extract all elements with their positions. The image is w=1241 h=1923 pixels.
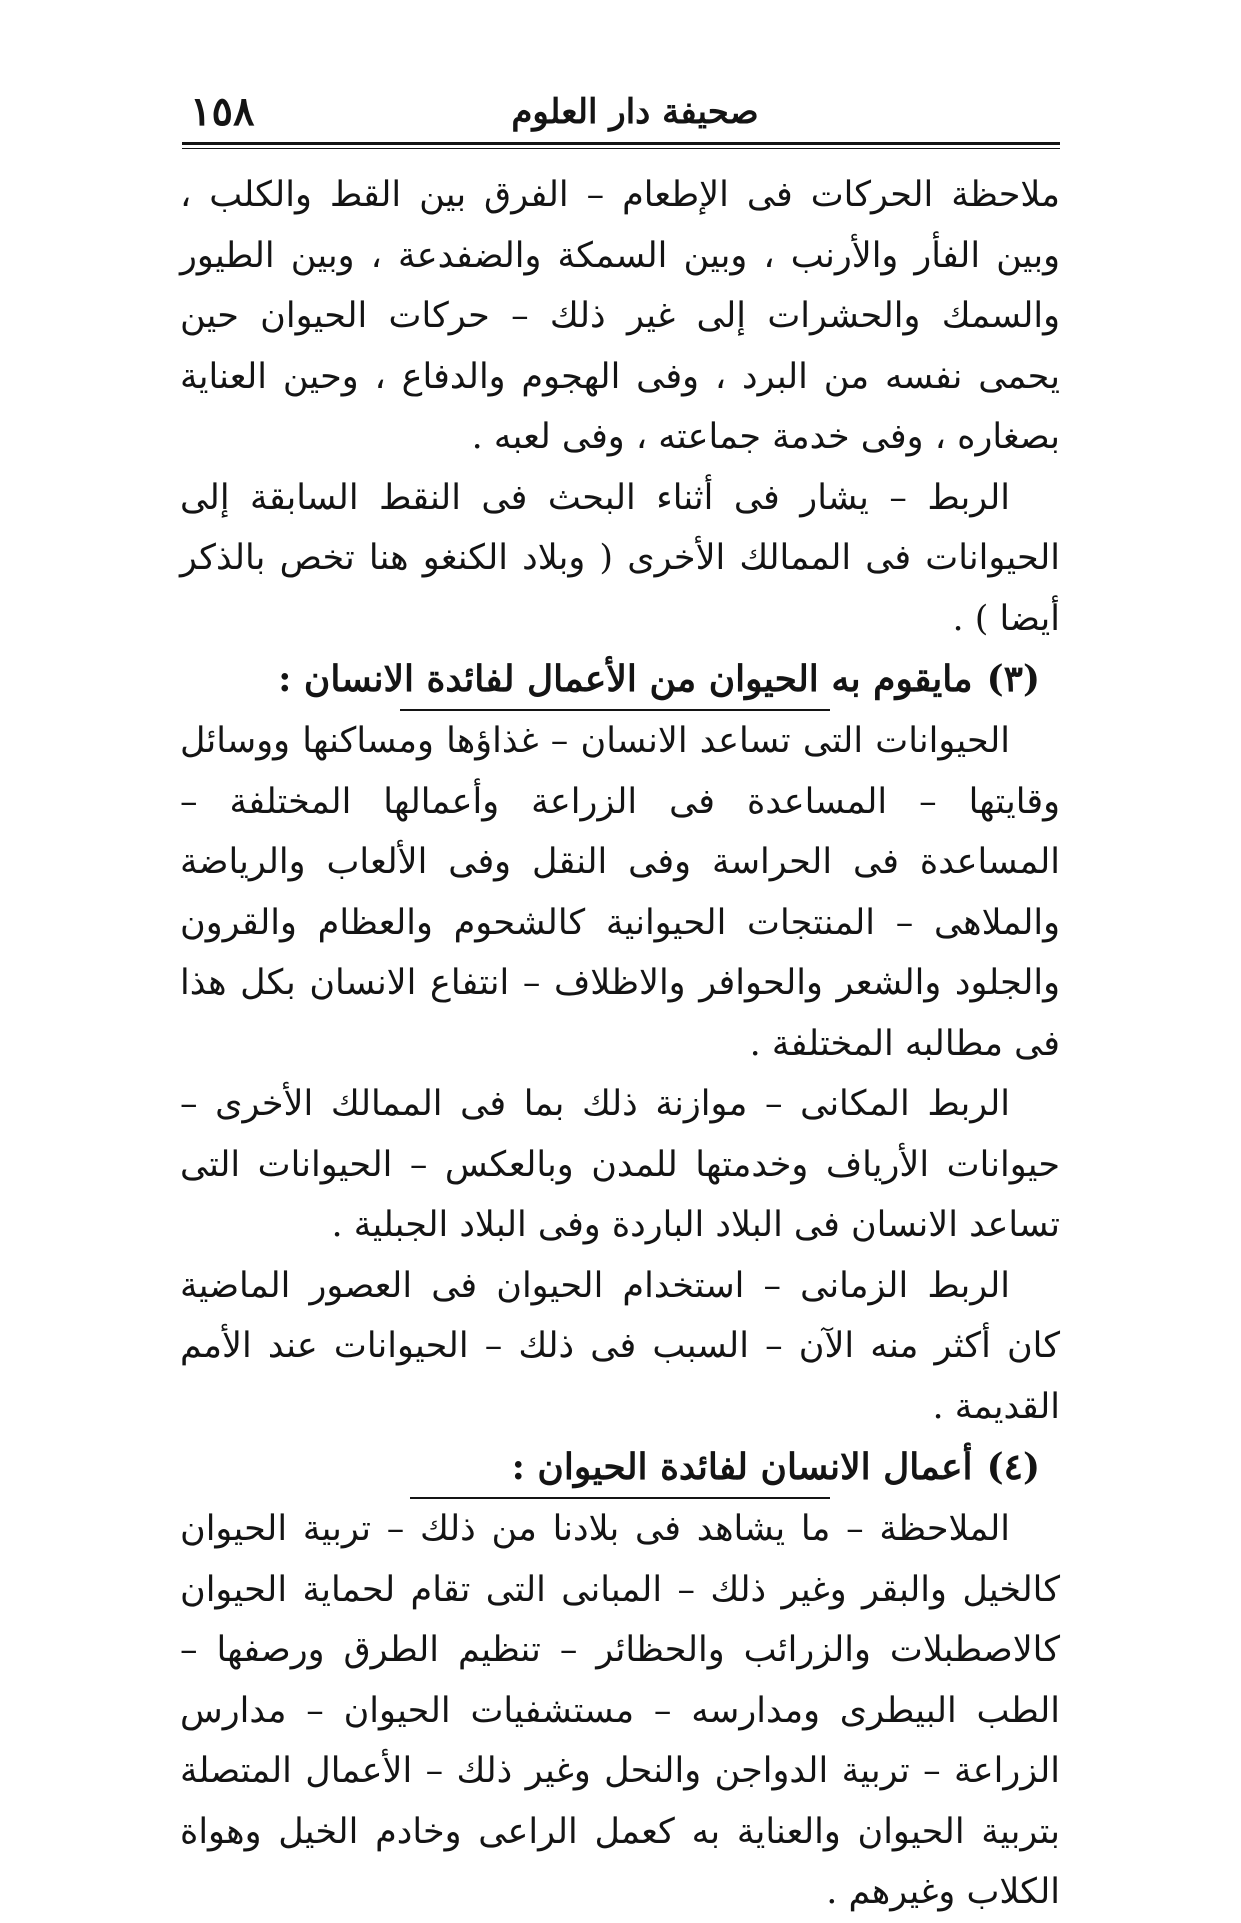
running-head xyxy=(180,80,1060,140)
section-4-title: أعمال الانسان لفائدة الحيوان : xyxy=(511,1446,973,1488)
paragraph-observation: ملاحظة الحركات فى الإطعام – الفرق بين القط والكلب ، وبين الفأر والأرنب ، وبين السمكة والضفدعة ، وبين الطيور والسمك والحشرات إلى غير ذلك – حركات الحيوان حين يحمى نفسه من البرد ، وفى الهجوم والدفاع ، وحين العناية بصغاره ، وفى خدمة جماعته ، وفى لعبه . xyxy=(180,175,1060,457)
section-4-paragraph: الملاحظة – ما يشاهد فى بلادنا من ذلك – تربية الحيوان كالخيل والبقر وغير ذلك – المبانى التى تقام لحماية الحيوان كالاصطبلات والزرائب والحظائر – تنظيم الطرق ورصفها – الطب البيطرى ومدارسه – مستشفيات الحيوان – مدارس الزراعة – تربية الدواجن والنحل وغير ذلك – الأعمال المتصلة بتربية الحيوان والعناية به كعمل الراعى وخادم الخيل وهواة الكلاب وغيرهم . xyxy=(180,1509,1060,1912)
header-rule-thin xyxy=(182,148,1060,149)
page-body xyxy=(180,165,1060,1923)
section-4-number: (٤) xyxy=(986,1446,1040,1488)
section-4-heading xyxy=(180,1437,1060,1497)
section-3-heading xyxy=(180,649,1060,709)
section-3-paragraph: الربط المكانى – موازنة ذلك بما فى الممالك الأخرى – حيوانات الأرياف وخدمتها للمدن وبالعكس – الحيوانات التى تساعد الانسان فى البلاد الباردة وفى البلاد الجبلية . xyxy=(180,1084,1060,1245)
section-3-paragraph: الحيوانات التى تساعد الانسان – غذاؤها ومساكنها ووسائل وقايتها – المساعدة فى الزراعة وأعمالها المختلفة – المساعدة فى الحراسة وفى النقل وفى الألعاب والرياضة والملاهى – المنتجات الحيوانية كالشحوم والعظام والقرون والجلود والشعر والحوافر والاظلاف – انتفاع الانسان بكل هذا فى مطالبه المختلفة . xyxy=(180,721,1060,1064)
header-title: صحيفة دار العلوم xyxy=(511,92,759,132)
page-number: ١٥٨ xyxy=(190,88,255,135)
header-rule xyxy=(182,142,1060,145)
section-3-number: (٣) xyxy=(986,658,1040,700)
section-3-title: مايقوم به الحيوان من الأعمال لفائدة الانسان : xyxy=(278,658,973,700)
section-3-paragraph: الربط الزمانى – استخدام الحيوان فى العصور الماضية كان أكثر منه الآن – السبب فى ذلك – الحيوانات عند الأمم القديمة . xyxy=(180,1265,1060,1427)
paragraph-linking: الربط – يشار فى أثناء البحث فى النقط السابقة إلى الحيوانات فى الممالك الأخرى ( وبلاد الكنغو هنا تخص بالذكر أيضا ) . xyxy=(180,477,1060,639)
